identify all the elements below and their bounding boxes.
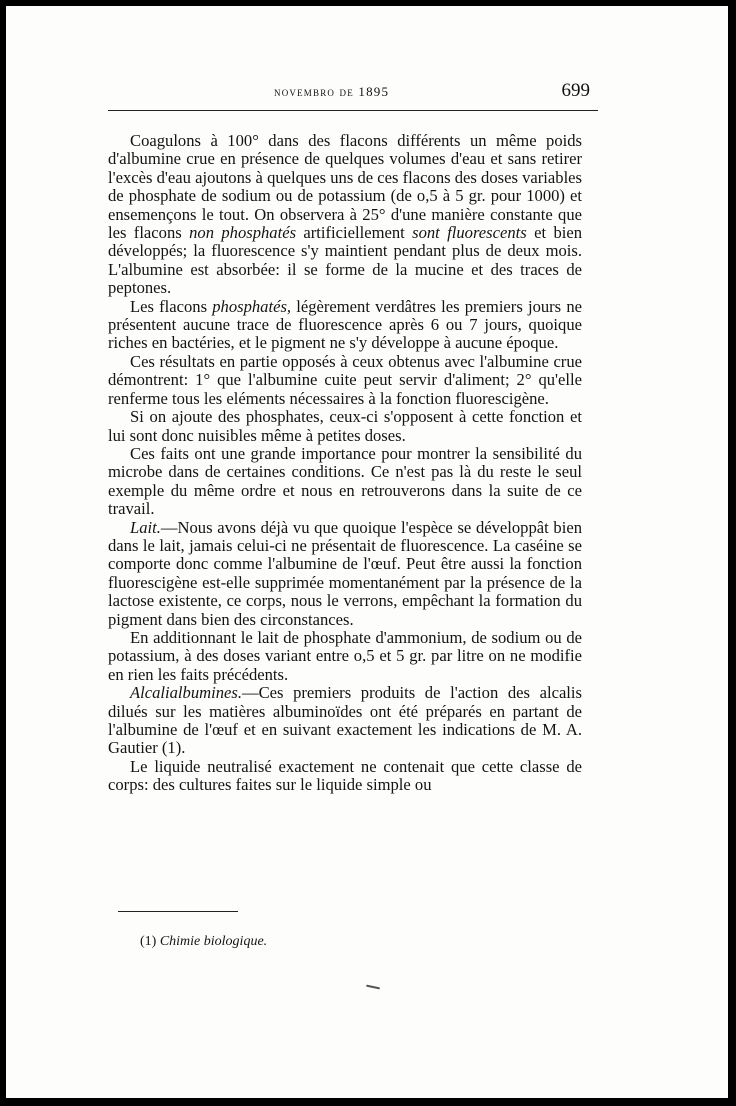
italic-run: sont fluorescents xyxy=(412,223,527,243)
text-run: et bien développés; la fluorescence s'y maintient pendant plus de deux mois. L'albumine est absorbée: il se forme de la mucine et des traces de peptones. xyxy=(108,223,583,298)
footnote-rule xyxy=(118,911,238,912)
paragraph xyxy=(108,445,582,519)
footnote xyxy=(140,934,267,950)
paragraph xyxy=(108,629,582,684)
italic-run: phosphatés, xyxy=(212,296,292,316)
paragraph xyxy=(108,353,582,408)
paragraph xyxy=(108,132,582,298)
text-run: artificiellement xyxy=(296,223,413,243)
running-title: novembro de 1895 xyxy=(274,84,390,99)
text-run: légèrement verdâtres les premiers jours ne présentent aucune trace de fluorescence après 6 ou 7 jours, quoique riches en bactéries, et le pigment ne s'y développe à aucune époque. xyxy=(108,296,582,353)
footnote-text: Chimie biologique. xyxy=(159,934,268,949)
text-run: Le liquide neutralisé exactement ne contenait que cette classe de corps: des cultures faites sur le liquide simple ou xyxy=(108,756,582,795)
paragraph xyxy=(108,684,582,758)
book-page xyxy=(6,6,728,1098)
text-run: Coagulons à 100° dans des flacons différents un même poids d'albumine crue en présence de quelques volumes d'eau et sans retirer l'excès d'eau ajoutons à quelques uns de ces flacons des doses variables de phosphate de sodium ou de potassium (de o,5 à 5 gr. pour 1000) et ensemençons le tout. On observera à 25° d'une manière constante que les flacons xyxy=(108,131,582,243)
text-run: Ces résultats en partie opposés à ceux obtenus avec l'albumine crue démontrent: 1° que l'albumine cuite peut servir d'aliment; 2° qu'elle renferme tous les eléments nécessaires à la fonction fluorescigène. xyxy=(108,351,582,408)
text-run: Les flacons xyxy=(130,296,213,316)
print-speck xyxy=(366,985,380,990)
paragraph xyxy=(108,519,582,629)
text-run: Si on ajoute des phosphates, ceux-ci s'opposent à cette fonction et lui sont donc nuisibles même à petites doses. xyxy=(108,407,582,445)
body-text xyxy=(108,132,582,795)
paragraph xyxy=(108,758,582,795)
paragraph xyxy=(108,298,582,353)
footnote-marker: (1) xyxy=(140,934,160,949)
page-number: 699 xyxy=(561,80,590,101)
text-run: Ces faits ont une grande importance pour montrer la sensibilité du microbe dans de certaines conditions. Ce n'est pas là du reste le seul exemple du même ordre et nous en retrouverons dans la suite de ce travail. xyxy=(108,443,582,519)
running-head xyxy=(108,80,598,110)
text-run: —Nous avons déjà vu que quoique l'espèce se développât bien dans le lait, jamais celui-ci ne présentait de fluorescence. La caséine se comporte donc comme l'albumine de l'œuf. Peut être aussi la fonction fluorescigène est-elle supprimée momentanément par la présence de la lactose existente, ce corps, nous le verrons, empêchant la formation du pigment dans bien des circonstances. xyxy=(108,517,582,629)
paragraph xyxy=(108,408,582,445)
text-run: En additionnant le lait de phosphate d'ammonium, de sodium ou de potassium, à des doses variant entre o,5 et 5 gr. par litre on ne modifie en rien les faits précédents. xyxy=(108,627,582,684)
italic-run: Lait. xyxy=(130,517,161,537)
text-run: —Ces premiers produits de l'action des alcalis dilués sur les matières albuminoïdes ont été préparés en partant de l'albumine de l'œuf et en suivant exactement les indications de M. A. Gautier (1). xyxy=(108,683,582,758)
italic-run: Alcalialbumines. xyxy=(130,683,242,703)
italic-run: non phosphatés xyxy=(189,223,297,243)
header-rule xyxy=(108,110,598,111)
